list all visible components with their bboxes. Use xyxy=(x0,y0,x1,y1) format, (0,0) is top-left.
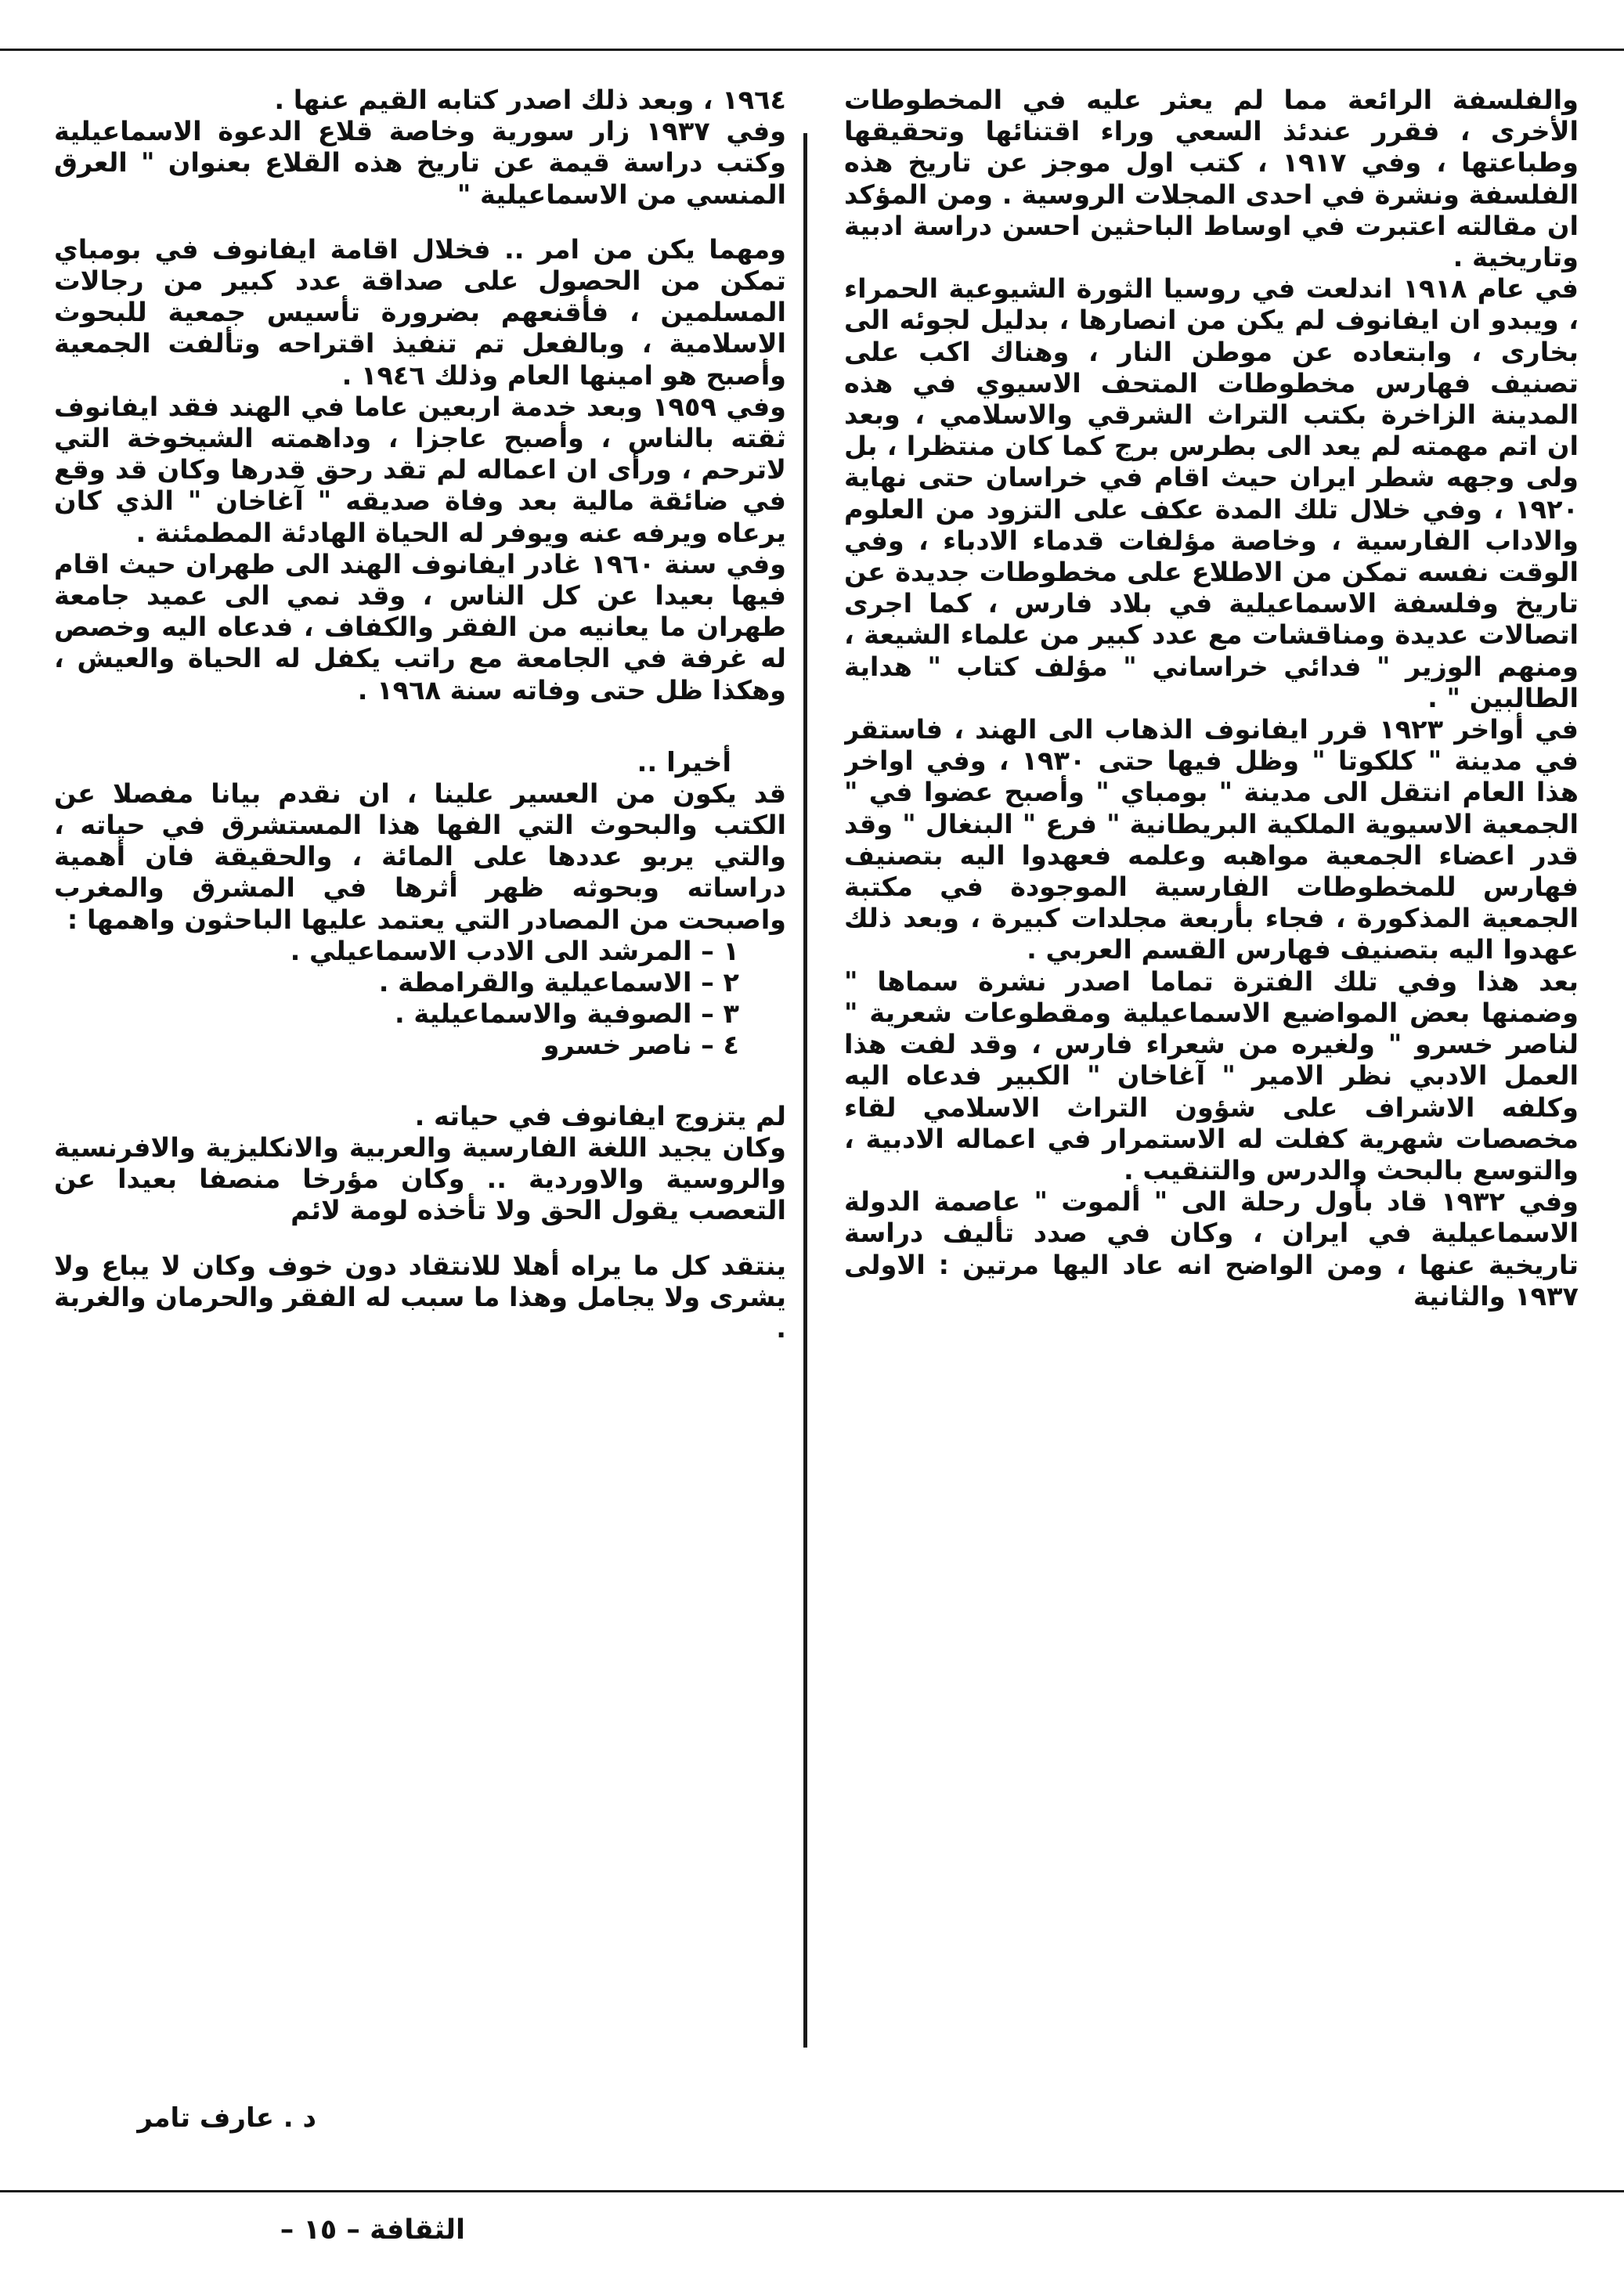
paragraph: بعد هذا وفي تلك الفترة تماما اصدر نشرة سماها " وضمنها بعض المواضيع الاسماعيلية ومقطوعات شعرية " لناصر خسرو " ولغيره من شعراء فارس ، وقد لفت هذا العمل الادبي نظر الامير " آغاخان " الكبير فدعاه اليه وكلفه الاشراف على شؤون التراث الاسلامي لقاء مخصصات شهرية كفلت له الاستمرار في اعماله الادبية ، والتوسع بالبحث والدرس والتنقيب . xyxy=(844,965,1579,1185)
author-signature: د . عارف تامر xyxy=(137,2102,316,2134)
paragraph: في أواخر ١٩٢٣ قرر ايفانوف الذهاب الى الهند ، فاستقر في مدينة " كلكوتا " وظل فيها حتى ١٩٣٠ ، وفي اواخر هذا العام انتقل الى مدينة " بومباي " وأصبح عضوا في " الجمعية الاسيوية الملكية البريطانية " فرع " البنغال " وقد قدر اعضاء الجمعية مواهبه وعلمه فعهدوا اليه بتصنيف فهارس للمخطوطات الفارسية الموجودة في مكتبة الجمعية المذكورة ، فجاء بأربعة مجلدات كبيرة ، وبعد ذلك عهدوا اليه بتصنيف فهارس القسم العربي . xyxy=(844,714,1579,965)
paragraph: وفي ١٩٣٢ قاد بأول رحلة الى " ألموت " عاصمة الدولة الاسماعيلية في ايران ، وكان في صدد تأليف دراسة تاريخية عنها ، ومن الواضح انه عاد اليها مرتين : الاولى ١٩٣٧ والثانية xyxy=(844,1186,1579,1312)
page-footer: الثقافة – ١٥ – xyxy=(280,2214,465,2246)
bottom-rule xyxy=(0,2190,1624,2192)
closing-heading: أخيرا .. xyxy=(637,746,731,778)
paragraph: والفلسفة الرائعة مما لم يعثر عليه في المخطوطات الأخرى ، فقرر عندئذ السعي وراء اقتنائها وتحقيقها وطباعتها ، وفي ١٩١٧ ، كتب اول موجز عن تاريخ هذه الفلسفة ونشرة في احدى المجلات الروسية . ومن المؤكد ان مقالته اعتبرت في اوساط الباحثين احسن دراسة ادبية وتاريخية . xyxy=(844,85,1579,273)
list-item: ١ – المرشد الى الادب الاسماعيلي . xyxy=(290,935,739,966)
right-column xyxy=(844,85,1579,2175)
top-rule xyxy=(0,49,1624,51)
paragraph: ١٩٦٤ ، وبعد ذلك اصدر كتابه القيم عنها . xyxy=(274,85,786,115)
works-list xyxy=(54,936,786,1062)
paragraph: لم يتزوج ايفانوف في حياته . xyxy=(414,1100,786,1131)
paragraph: في عام ١٩١٨ اندلعت في روسيا الثورة الشيوعية الحمراء ، ويبدو ان ايفانوف لم يكن من انصارها ، بدليل لجوئه الى بخارى ، وابتعاده عن موطن النار ، وهناك اكب على تصنيف فهارس مخطوطات المتحف الاسيوي في هذه المدينة الزاخرة بكتب التراث الشرقي والاسلامي ، وبعد ان اتم مهمته لم يعد الى بطرس برج كما كان منتظرا ، بل ولى وجهه شطر ايران حيث اقام في خراسان حتى نهاية ١٩٢٠ ، وفي خلال تلك المدة عكف على التزود من العلوم والاداب الفارسية ، وخاصة مؤلفات قدماء الادباء ، وفي الوقت نفسه تمكن من الاطلاع على مخطوطات جديدة عن تاريخ وفلسفة الاسماعيلية في بلاد فارس ، كما اجرى اتصالات عديدة ومناقشات مع عدد كبير من علماء الشيعة ، ومنهم الوزير " فدائي خراساني " مؤلف كتاب " هداية الطالبين " . xyxy=(844,273,1579,713)
paragraph: قد يكون من العسير علينا ، ان نقدم بيانا مفصلا عن الكتب والبحوث التي الفها هذا المستشرق في حياته ، والتي يربو عددها على المائة ، والحقيقة فان أهمية دراساته وبحوثه ظهر أثرها في المشرق والمغرب واصبحت من المصادر التي يعتمد عليها الباحثون واهمها : xyxy=(54,778,786,935)
list-item: ٤ – ناصر خسرو xyxy=(543,1030,739,1061)
paragraph: وكان يجيد اللغة الفارسية والعربية والانكليزية والافرنسية والروسية والاوردية .. وكان مؤرخا منصفا بعيدا عن التعصب يقول الحق ولا تأخذه لومة لائم xyxy=(54,1131,786,1226)
left-column xyxy=(54,85,786,2152)
paragraph: ومهما يكن من امر .. فخلال اقامة ايفانوف في بومباي تمكن من الحصول على صداقة عدد كبير من رجالات المسلمين ، فأقنعهم بضرورة تأسيس جمعية للبحوث الاسلامية ، وبالفعل تم تنفيذ اقتراحه وتألفت الجمعية وأصبح هو امينها العام وذلك ١٩٤٦ . xyxy=(54,233,786,391)
column-divider xyxy=(803,133,807,2048)
list-item: ٢ – الاسماعيلية والقرامطة . xyxy=(378,967,739,998)
paragraph: وفي ١٩٥٩ وبعد خدمة اربعين عاما في الهند فقد ايفانوف ثقته بالناس ، وأصبح عاجزا ، وداهمته الشيخوخة التي لاترحم ، ورأى ان اعماله لم تقد رحق قدرها وكان قد وقع في ضائقة مالية بعد وفاة صديقه " آغاخان " الذي كان يرعاه ويرفه عنه ويوفر له الحياة الهادئة المطمئنة . xyxy=(54,391,786,548)
paragraph: وفي ١٩٣٧ زار سورية وخاصة قلاع الدعوة الاسماعيلية وكتب دراسة قيمة عن تاريخ هذه القلاع بعنوان " العرق المنسي من الاسماعيلية " xyxy=(54,116,786,210)
list-item: ٣ – الصوفية والاسماعيلية . xyxy=(394,998,739,1030)
paragraph: وفي سنة ١٩٦٠ غادر ايفانوف الهند الى طهران حيث اقام فيها بعيدا عن كل الناس ، وقد نمي الى عميد جامعة طهران ما يعانيه من الفقر والكفاف ، فدعاه اليه وخصص له غرفة في الجامعة مع راتب يكفل له الحياة والعيش ، وهكذا ظل حتى وفاته سنة ١٩٦٨ . xyxy=(54,548,786,705)
paragraph: ينتقد كل ما يراه أهلا للانتقاد دون خوف وكان لا يباع ولا يشرى ولا يجامل وهذا ما سبب له الفقر والحرمان والغربة . xyxy=(54,1250,786,1344)
